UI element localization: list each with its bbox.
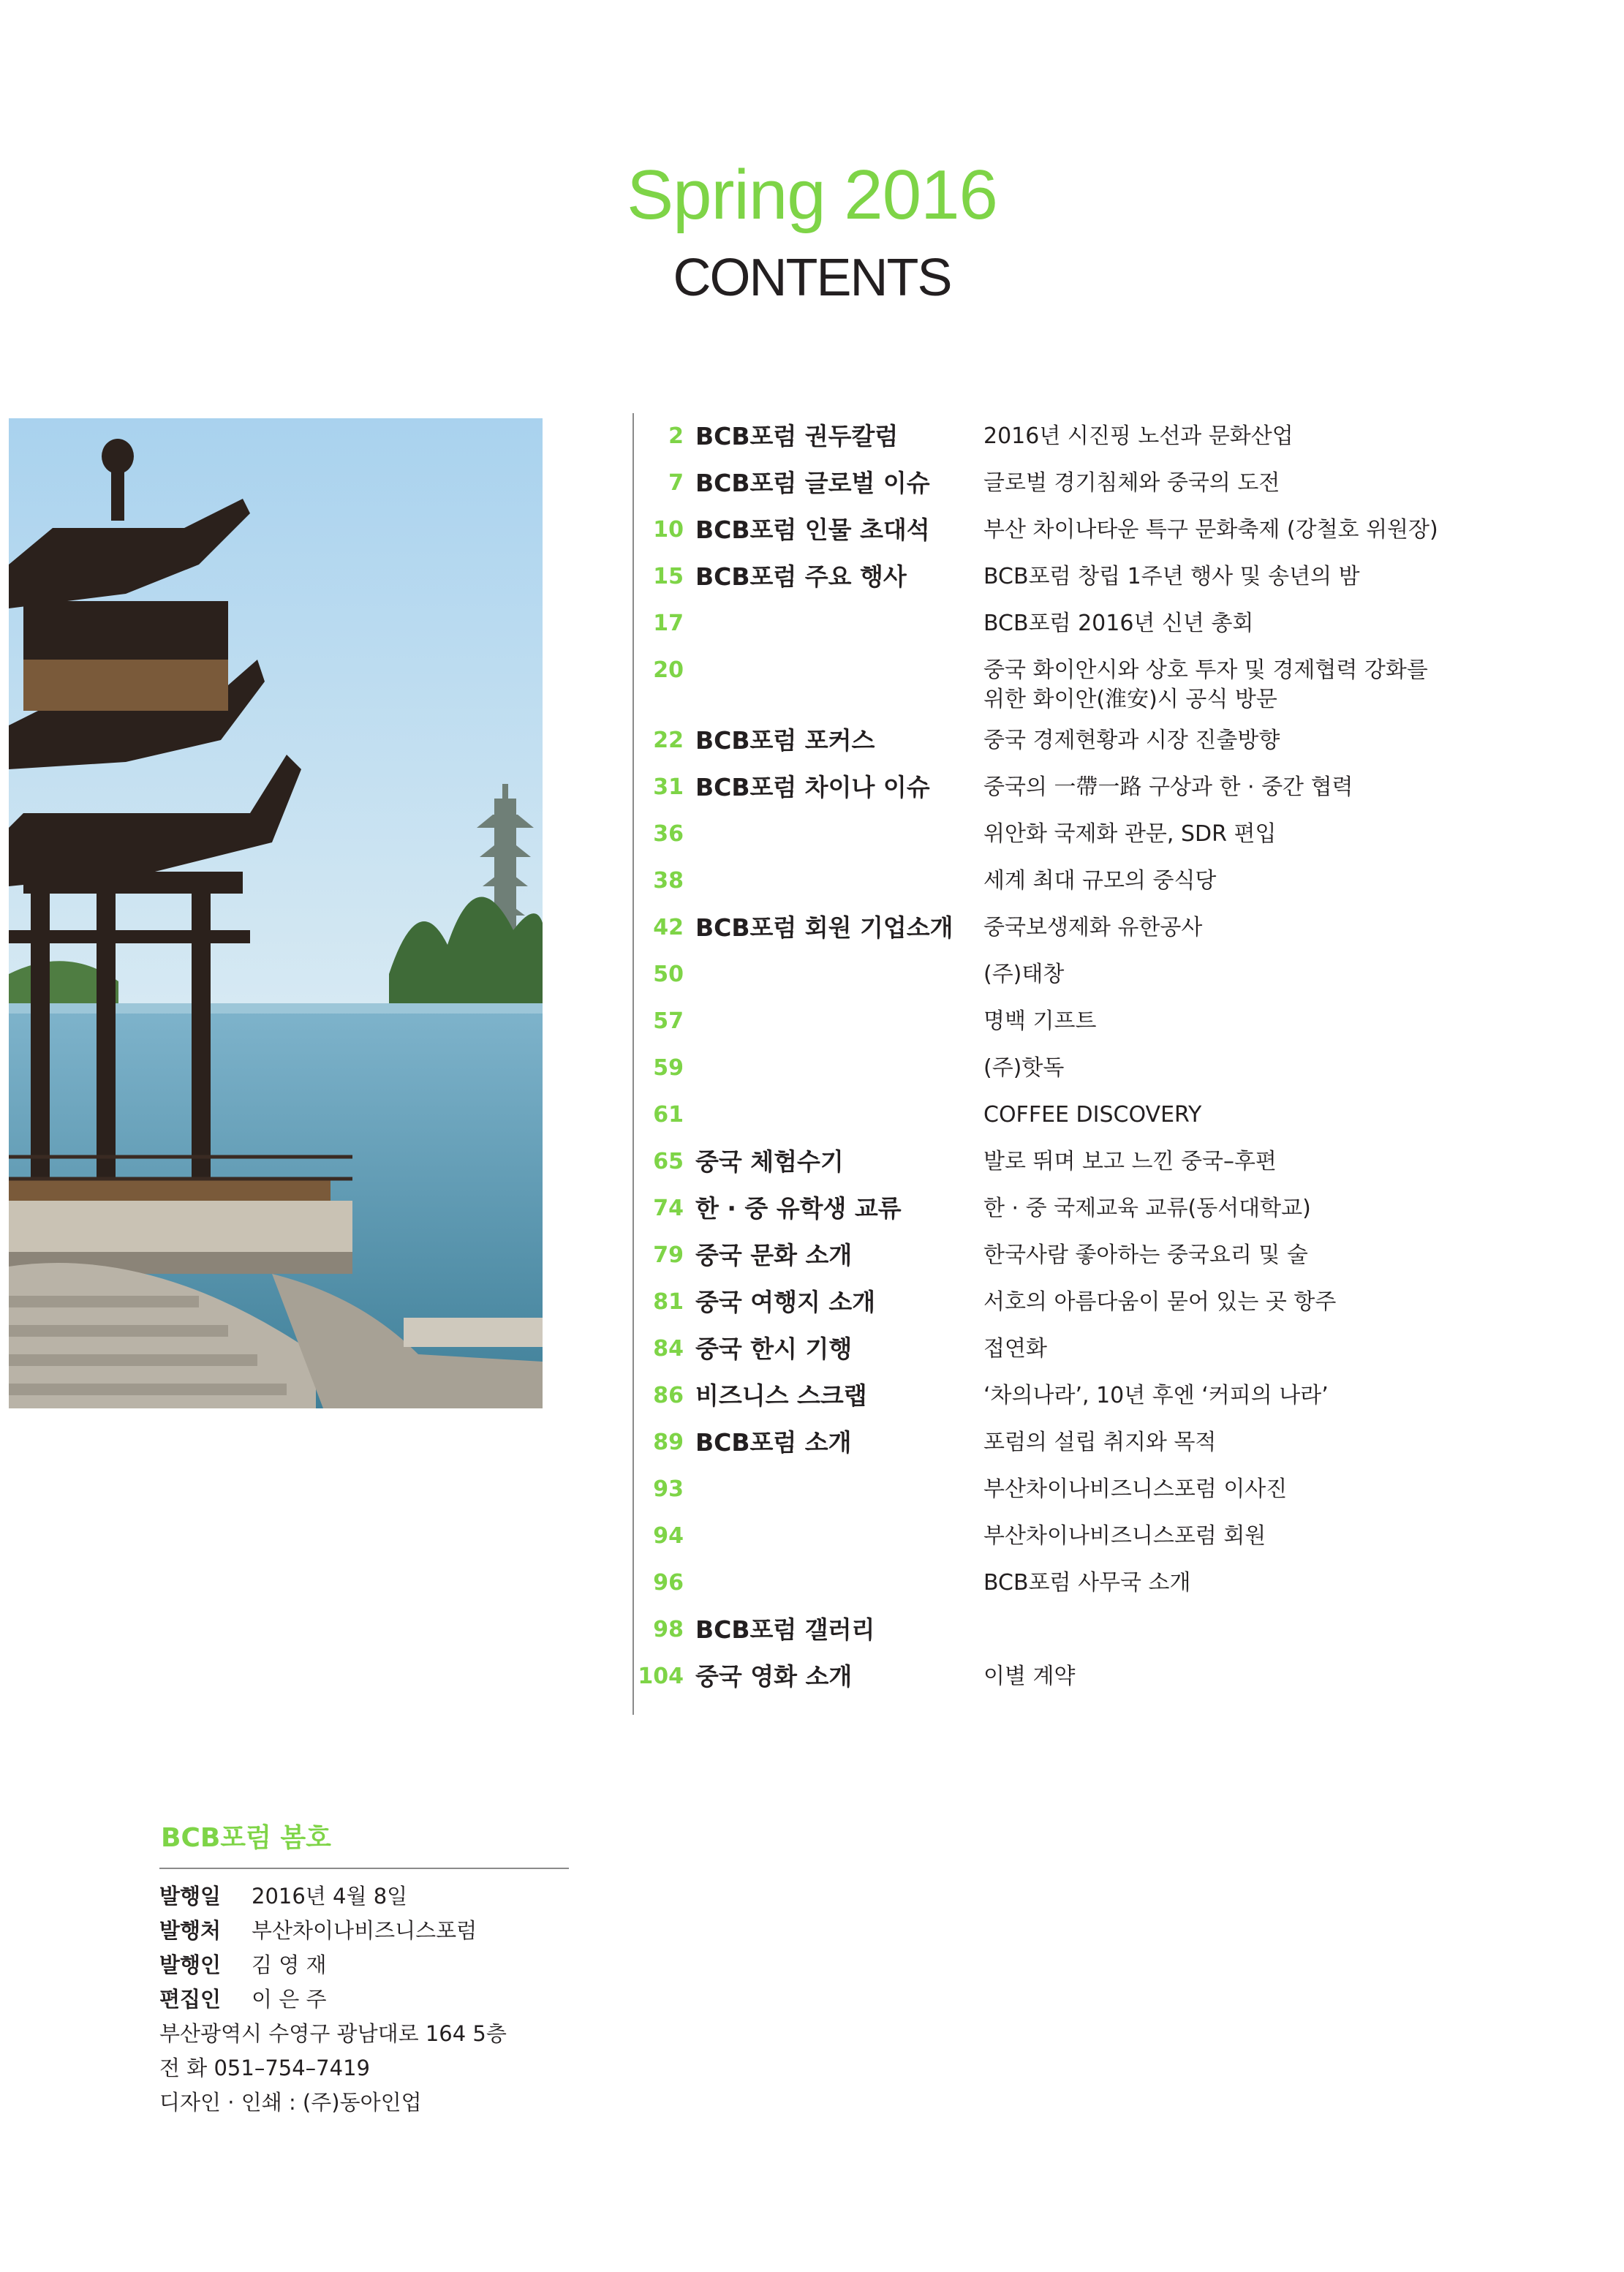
toc-article-title: 명백 기프트 <box>983 1008 1097 1034</box>
toc-page-number: 36 <box>653 821 684 847</box>
toc-article-title: 중국의 一帶一路 구상과 한 · 중간 협력 <box>983 774 1353 800</box>
toc-page-number: 104 <box>638 1664 684 1689</box>
toc-article-title: (주)핫독 <box>983 1055 1065 1081</box>
toc-row[interactable] <box>634 1045 1541 1092</box>
toc-row[interactable] <box>634 717 1541 764</box>
toc-article-title: BCB포럼 창립 1주년 행사 및 송년의 밤 <box>983 564 1360 589</box>
toc-page-number: 22 <box>653 728 684 753</box>
toc-page-number: 15 <box>653 564 684 589</box>
issuer-label: 발행인 <box>159 1952 222 1977</box>
toc-row[interactable] <box>634 413 1541 460</box>
colophon-editor <box>159 1982 569 2017</box>
table-of-contents <box>632 413 1541 1715</box>
toc-page-number: 61 <box>653 1102 684 1128</box>
toc-row[interactable] <box>634 647 1541 717</box>
contents-heading: CONTENTS <box>673 249 951 307</box>
colophon-heading: BCB포럼 봄호 <box>161 1823 331 1853</box>
toc-row[interactable] <box>634 1419 1541 1466</box>
toc-page-number: 96 <box>653 1570 684 1596</box>
toc-page-number: 38 <box>653 868 684 894</box>
toc-row[interactable] <box>634 1513 1541 1560</box>
toc-row[interactable] <box>634 1279 1541 1326</box>
colophon-phone: 전 화 051–754–7419 <box>159 2056 370 2080</box>
toc-article-title: 이별 계약 <box>983 1664 1076 1689</box>
toc-section: BCB포럼 주요 행사 <box>695 562 907 591</box>
publisher-value: 부산차이나비즈니스포럼 <box>252 1918 477 1943</box>
toc-row[interactable] <box>634 1232 1541 1279</box>
toc-article-title: 글로벌 경기침체와 중국의 도전 <box>983 470 1280 496</box>
colophon <box>159 1818 569 2120</box>
colophon-address: 부산광역시 수영구 광남대로 164 5층 <box>159 2021 507 2046</box>
toc-page-number: 65 <box>653 1149 684 1174</box>
toc-page-number: 84 <box>653 1336 684 1362</box>
toc-article-title: COFFEE DISCOVERY <box>983 1102 1202 1128</box>
toc-page-number: 59 <box>653 1055 684 1081</box>
toc-row[interactable] <box>634 507 1541 554</box>
toc-row[interactable] <box>634 951 1541 998</box>
toc-article-title: 한 · 중 국제교육 교류(동서대학교) <box>983 1196 1311 1221</box>
toc-article-title: 서호의 아름다움이 묻어 있는 곳 항주 <box>983 1289 1337 1315</box>
colophon-issuer <box>159 1948 569 1982</box>
toc-page-number: 20 <box>653 657 684 683</box>
toc-section: BCB포럼 회원 기업소개 <box>695 913 953 942</box>
toc-row[interactable] <box>634 460 1541 507</box>
toc-article-title: 세계 최대 규모의 중식당 <box>983 868 1217 894</box>
toc-section: 비즈니스 스크랩 <box>695 1381 867 1410</box>
toc-title-line: 위한 화이안(淮安)시 공식 방문 <box>983 687 1277 712</box>
toc-article-title: 발로 뛰며 보고 느낀 중국–후편 <box>983 1149 1277 1174</box>
toc-page-number: 57 <box>653 1008 684 1034</box>
toc-section: 중국 체험수기 <box>695 1147 844 1176</box>
toc-article-title: 부산차이나비즈니스포럼 회원 <box>983 1523 1266 1549</box>
toc-article-title: 위안화 국제화 관문, SDR 편입 <box>983 821 1277 847</box>
toc-row[interactable] <box>634 1373 1541 1419</box>
toc-row[interactable] <box>634 858 1541 905</box>
toc-row[interactable] <box>634 1092 1541 1139</box>
toc-row[interactable] <box>634 1139 1541 1185</box>
toc-page-number: 93 <box>653 1476 684 1502</box>
colophon-publisher <box>159 1914 569 1948</box>
toc-row[interactable] <box>634 1560 1541 1607</box>
toc-section: BCB포럼 포커스 <box>695 726 875 755</box>
publish-date-label: 발행일 <box>159 1884 222 1909</box>
toc-article-title: ‘차의나라’, 10년 후엔 ‘커피의 나라’ <box>983 1383 1329 1408</box>
toc-row[interactable] <box>634 600 1541 647</box>
toc-row[interactable] <box>634 1326 1541 1373</box>
toc-row[interactable] <box>634 1466 1541 1513</box>
toc-row[interactable] <box>634 811 1541 858</box>
toc-section: BCB포럼 인물 초대석 <box>695 516 930 544</box>
toc-page-number: 79 <box>653 1242 684 1268</box>
toc-article-title <box>983 656 1510 714</box>
toc-page-number: 94 <box>653 1523 684 1549</box>
editor-label: 편집인 <box>159 1987 222 2012</box>
toc-section: BCB포럼 소개 <box>695 1428 852 1457</box>
toc-page-number: 7 <box>668 470 684 496</box>
toc-article-title: 중국 경제현황과 시장 진출방향 <box>983 728 1280 753</box>
toc-page-number: 10 <box>653 517 684 543</box>
publish-date-value: 2016년 4월 8일 <box>252 1884 408 1909</box>
toc-section: 중국 영화 소개 <box>695 1662 853 1691</box>
toc-page-number: 98 <box>653 1617 684 1642</box>
toc-row[interactable] <box>634 1185 1541 1232</box>
toc-page-number: 17 <box>653 611 684 636</box>
colophon-publish-date <box>159 1879 569 1914</box>
toc-row[interactable] <box>634 554 1541 600</box>
publisher-label: 발행처 <box>159 1918 222 1943</box>
toc-page-number: 2 <box>668 423 684 449</box>
toc-section: 중국 여행지 소개 <box>695 1288 876 1316</box>
toc-page-number: 74 <box>653 1196 684 1221</box>
toc-section: BCB포럼 권두칼럼 <box>695 422 899 450</box>
toc-page-number: 81 <box>653 1289 684 1315</box>
toc-title-line: 중국 화이안시와 상호 투자 및 경제협력 강화를 <box>983 657 1428 683</box>
toc-article-title: 중국보생제화 유한공사 <box>983 915 1203 940</box>
issue-season-title: Spring 2016 <box>627 156 997 234</box>
toc-row[interactable] <box>634 1653 1541 1700</box>
issuer-value: 김 영 재 <box>252 1952 327 1977</box>
toc-article-title: BCB포럼 사무국 소개 <box>983 1570 1191 1596</box>
toc-row[interactable] <box>634 905 1541 951</box>
toc-section: BCB포럼 글로벌 이슈 <box>695 469 930 497</box>
toc-article-title: 부산차이나비즈니스포럼 이사진 <box>983 1476 1288 1502</box>
toc-page-number: 42 <box>653 915 684 940</box>
toc-section: 중국 한시 기행 <box>695 1335 853 1363</box>
colophon-divider <box>159 1868 569 1869</box>
toc-section: BCB포럼 갤러리 <box>695 1615 875 1644</box>
toc-row[interactable] <box>634 998 1541 1045</box>
colophon-design: 디자인 · 인쇄 : (주)동아인업 <box>159 2090 422 2115</box>
toc-row[interactable] <box>634 1607 1541 1653</box>
toc-article-title: 부산 차이나타운 특구 문화축제 (강철호 위원장) <box>983 517 1438 543</box>
toc-section: 중국 문화 소개 <box>695 1241 853 1269</box>
toc-row[interactable] <box>634 764 1541 811</box>
toc-page-number: 86 <box>653 1383 684 1408</box>
toc-article-title: (주)태창 <box>983 962 1065 987</box>
toc-section: 한 · 중 유학생 교류 <box>695 1194 902 1223</box>
toc-section: BCB포럼 차이나 이슈 <box>695 773 930 801</box>
toc-article-title: 접연화 <box>983 1336 1047 1362</box>
pavilion-lake-photo <box>9 418 543 1408</box>
toc-article-title: BCB포럼 2016년 신년 총회 <box>983 611 1254 636</box>
toc-page-number: 31 <box>653 774 684 800</box>
toc-page-number: 89 <box>653 1430 684 1455</box>
toc-page-number: 50 <box>653 962 684 987</box>
toc-article-title: 한국사람 좋아하는 중국요리 및 술 <box>983 1242 1308 1268</box>
toc-article-title: 포럼의 설립 취지와 목적 <box>983 1430 1217 1455</box>
editor-value: 이 은 주 <box>252 1987 327 2012</box>
toc-article-title: 2016년 시진핑 노선과 문화산업 <box>983 423 1293 449</box>
